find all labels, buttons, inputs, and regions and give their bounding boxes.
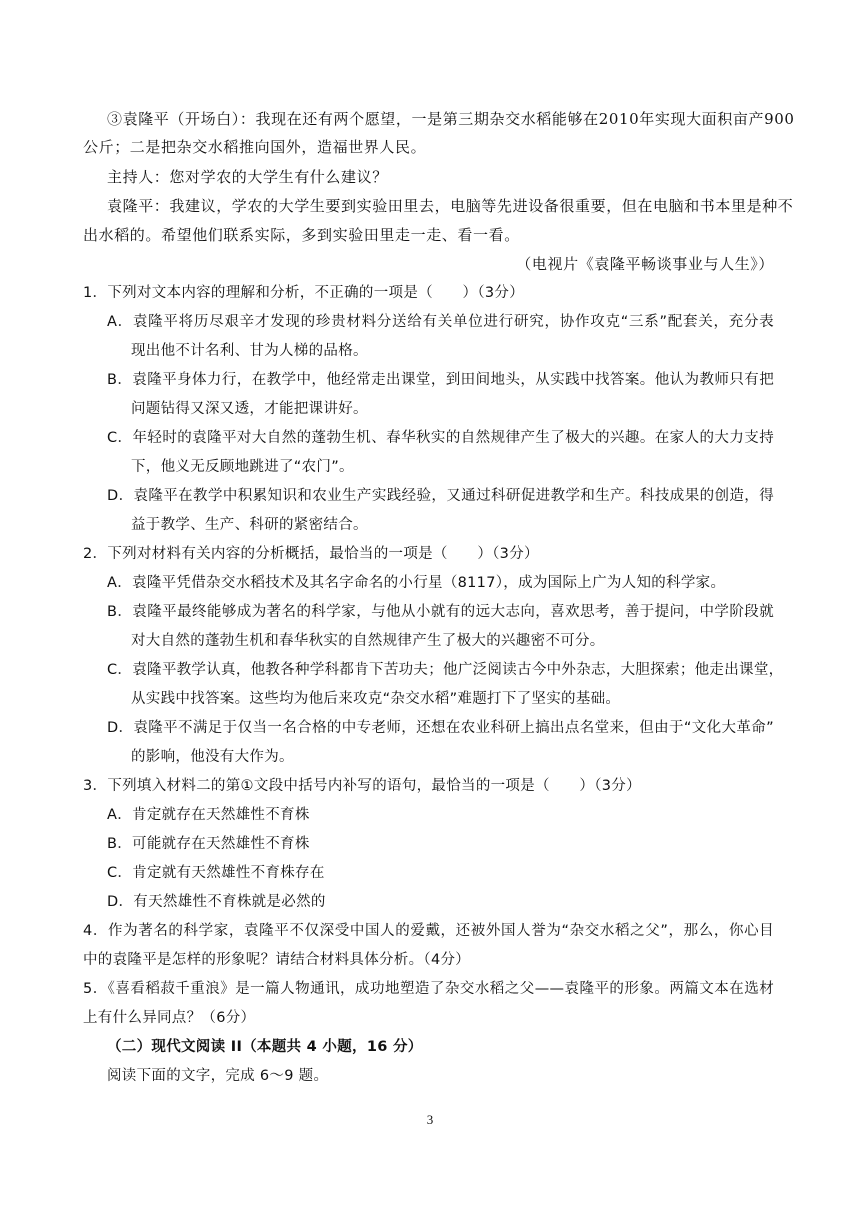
- question-1-option-c-line-1: C．年轻时的袁隆平对大自然的蓬勃生机、春华秋实的自然规律产生了极大的兴趣。在家人的大力支持: [107, 430, 774, 446]
- question-3-option-d: D．有天然雄性不育株就是必然的: [107, 894, 326, 910]
- question-5-line-1: 5．《喜看稻菽千重浪》是一篇人物通讯，成功地塑造了杂交水稻之父——袁隆平的形象。两篇文本在选材: [83, 981, 774, 997]
- material-source: （电视片《袁隆平畅谈事业与人生》）: [516, 255, 774, 273]
- question-3-stem: 3．下列填入材料二的第①文段中括号内补写的语句，最恰当的一项是（ ）（3分）: [83, 778, 641, 794]
- question-1-option-a-line-2: 现出他不计名利、甘为人梯的品格。: [131, 343, 368, 359]
- question-2-option-c-line-1: C．袁隆平教学认真，他教各种学科都肯下苦功夫；他广泛阅读古今中外杂志，大胆探索；他走出课堂，: [107, 662, 784, 678]
- question-1-option-c-line-2: 下，他义无反顾地跳进了“农门”。: [131, 459, 354, 475]
- question-1-option-d-line-2: 益于教学、生产、科研的紧密结合。: [131, 517, 368, 533]
- question-2-option-b-line-2: 对大自然的蓬勃生机和春华秋实的自然规律产生了极大的兴趣密不可分。: [131, 633, 605, 649]
- question-2-option-d-line-1: D．袁隆平不满足于仅当一名合格的中专老师，还想在农业科研上搞出点名堂来，但由于“文化大革命”: [107, 720, 774, 736]
- yuan-answer-line-2: 出水稻的。希望他们联系实际，多到实验田里走一走、看一看。: [83, 226, 520, 244]
- question-1-stem: 1．下列对文本内容的理解和分析，不正确的一项是（ ）（3分）: [83, 285, 524, 301]
- question-2-option-a: A．袁隆平凭借杂交水稻技术及其名字命名的小行星（8117），成为国际上广为人知的科学家。: [107, 575, 726, 591]
- yuan-answer-line-1: 袁隆平：我建议，学农的大学生要到实验田里去，电脑等先进设备很重要，但在电脑和书本里是种不: [107, 197, 794, 215]
- question-3-option-b: B．可能就存在天然雄性不育株: [107, 836, 310, 852]
- material-paragraph-3-line-2: 公斤；二是把杂交水稻推向国外，造福世界人民。: [83, 138, 427, 156]
- question-2-option-b-line-1: B．袁隆平最终能够成为著名的科学家，与他从小就有的远大志向，喜欢思考，善于提问，中学阶段就: [107, 604, 774, 620]
- material-paragraph-3-line-1: ③袁隆平（开场白）：我现在还有两个愿望，一是第三期杂交水稻能够在2010年实现大面积亩产900: [107, 110, 795, 128]
- question-2-option-c-line-2: 从实践中找答案。这些均为他后来攻克“杂交水稻”难题打下了坚实的基础。: [131, 691, 621, 707]
- question-3-option-a: A．肯定就存在天然雄性不育株: [107, 807, 310, 823]
- page-number: 3: [426, 1112, 434, 1127]
- question-1-option-b-line-2: 问题钻得又深又透，才能把课讲好。: [131, 401, 368, 417]
- question-4-line-2: 中的袁隆平是怎样的形象呢？请结合材料具体分析。（4分）: [83, 952, 471, 968]
- question-2-stem: 2．下列对材料有关内容的分析概括，最恰当的一项是（ ）（3分）: [83, 546, 539, 562]
- question-4-line-1: 4．作为著名的科学家，袁隆平不仅深受中国人的爱戴，还被外国人誉为“杂交水稻之父”，那么，你心目: [83, 923, 774, 939]
- question-1-option-b-line-1: B．袁隆平身体力行，在教学中，他经常走出课堂，到田间地头，从实践中找答案。他认为教师只有把: [107, 372, 774, 388]
- question-2-option-d-line-2: 的影响，他没有大作为。: [131, 749, 294, 765]
- question-1-option-a-line-1: A．袁隆平将历尽艰辛才发现的珍贵材料分送给有关单位进行研究，协作攻克“三系”配套关，充分表: [107, 314, 774, 330]
- section-instruction: 阅读下面的文字，完成 6～9 题。: [107, 1068, 329, 1084]
- question-5-line-2: 上有什么异同点？（6分）: [83, 1010, 256, 1026]
- section-title: （二）现代文阅读 II（本题共 4 小题，16 分）: [107, 1039, 423, 1055]
- host-question: 主持人：您对学农的大学生有什么建议？: [107, 168, 388, 186]
- question-1-option-d-line-1: D．袁隆平在教学中积累知识和农业生产实践经验，又通过科研促进教学和生产。科技成果的创造，得: [107, 488, 774, 504]
- question-3-option-c: C．肯定就有天然雄性不育株存在: [107, 865, 325, 881]
